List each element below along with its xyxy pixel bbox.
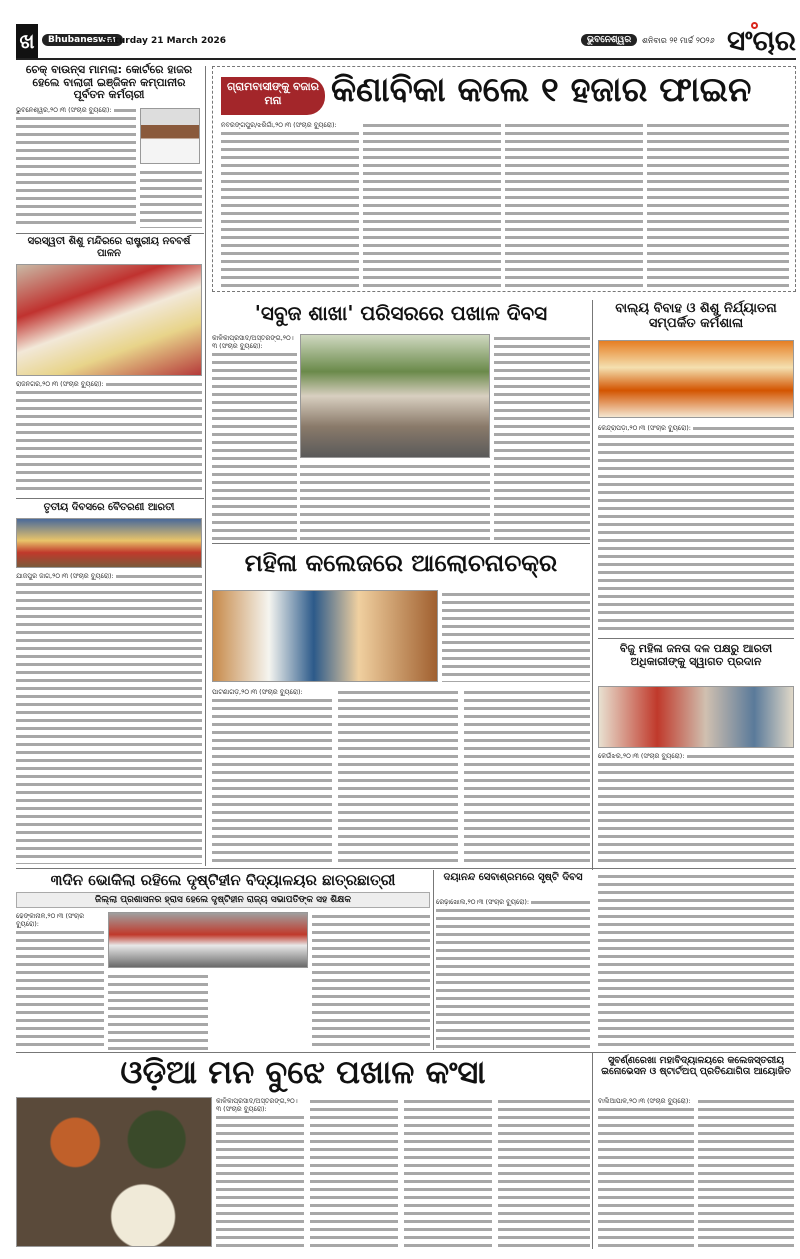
photo-students (108, 912, 308, 968)
date-en: Saturday 21 March 2026 (102, 36, 226, 46)
photo-school (16, 264, 202, 376)
dateline: ଯାଜପୁର ଜାଗ,୨୦।୩ (ସଂଚାର ବ୍ୟୁରୋ): (16, 572, 114, 580)
photo-seminar (212, 590, 438, 682)
headline-blind: ୩ଦିନ ଭୋକିଲା ରହିଲେ ଦୃଷ୍ଟିହୀନ ବିଦ୍ୟାଳୟର ଛାତ୍ରଛାତ୍ରୀ (50, 871, 396, 889)
headline-dayananda: ଦୟାନନ୍ଦ ସେବାଶ୍ରମରେ ସୃଷ୍ଟି ଦିବସ (443, 872, 583, 883)
dateline: ରାଜନଗର,୨୦।୩ (ସଂଚାର ବ୍ୟୁରୋ): (16, 380, 104, 388)
city-en: Bhubaneswar (42, 34, 123, 46)
city-or: ଭୁବନେଶ୍ୱର (581, 34, 637, 46)
date-or: ଶନିବାର ୨୧ ମାର୍ଚ୍ଚ ୨୦୨୬ (642, 36, 715, 45)
page-header (16, 24, 796, 60)
headline-fine: କିଣାବିକା କଲେ ୧ ହଜାର ଫାଇନ (331, 70, 752, 110)
headline-biju: ବିଜୁ ମହିଳା ଜନତା ଦଳ ପକ୍ଷରୁ ଆରତୀ ଅଧିକାରୀଙ୍କୁ ସ୍ୱାଗତ ପ୍ରଦାନ (619, 642, 773, 668)
photo-welcome (598, 686, 794, 748)
headline-mahila: ମହିଳା କଲେଜରେ ଆଲୋଚନାଚକ୍ର (244, 549, 558, 577)
dateline: ଭୁବନେଶ୍ୱର,୨୦।୩ (ସଂଚାର ବ୍ୟୁରୋ): (16, 106, 112, 114)
photo-food (16, 1097, 212, 1247)
headline-balya: ବାଲ୍ୟ ବିବାହ ଓ ଶିଶୁ ନିର୍ଯ୍ୟାତନା ସମ୍ପର୍କିତ କର୍ମଶାଳା (615, 301, 777, 331)
badge: ଗ୍ରାମବାସୀଙ୍କୁ ବଜାର ମନା (221, 77, 325, 115)
dateline: କେଉଁଝର,୨୦।୩ (ସଂଚାର ବ୍ୟୁରୋ): (598, 752, 685, 760)
dateline: ବାଲିଆପାଳ,୨୦।୩ (ସଂଚାର ବ୍ୟୁରୋ): (598, 1097, 694, 1105)
dateline: କାଳିକାପ୍ରସାଦ/ଅସ୍ତରଙ୍ଗ,୨୦।୩ (ସଂଚାର ବ୍ୟୁରୋ): (216, 1097, 304, 1113)
page-letter: ଖ (16, 24, 38, 58)
logo: ସଂଚାର (727, 24, 796, 57)
subhead-blind: ଜିଲ୍ଲା ପ୍ରଶାସନର ହ୍ରାସ ହେଲେ ଦୃଷ୍ଟିହୀନ ରାଜ୍ୟ ସଭାପତିଙ୍କ ସହ ଶିକ୍ଷକ (16, 892, 430, 908)
headline-sabuja: 'ସବୁଜ ଶାଖା' ପରିସରରେ ପଖାଳ ଦିବସ (254, 301, 548, 325)
logo-dot-icon (751, 22, 758, 29)
photo-aarti (16, 518, 202, 568)
dateline: କେନ୍ଦ୍ରାପଡ଼ା,୨୦।୩ (ସଂଚାର ବ୍ୟୁରୋ): (598, 424, 691, 432)
headline-subarna: ସୁବର୍ଣ୍ଣରେଖା ମହାବିଦ୍ୟାଳୟରେ କଲେଜସ୍ତରୀୟ ଇନୋଭେସନ ଓ ଷ୍ଟାର୍ଟଅପ୍ ପ୍ରତିଯୋଗିତା ଆୟୋଜିତ (601, 1055, 791, 1077)
lead-story (212, 66, 796, 292)
photo-pakhala-event (300, 334, 490, 458)
photo-workshop (598, 340, 794, 418)
photo-person (140, 108, 200, 164)
headline-cheque: ଚେକ୍ ବାଉନ୍ସ ମାମଲା: କୋର୍ଟରେ ହାଜର ହେଲେ ବାଲାଜୀ ଇଞ୍ଜିକନ କମ୍ପାନୀର ପୂର୍ବତନ କର୍ମଚାରୀ (25, 63, 193, 102)
dateline: କାଳିକାପ୍ରସାଦ/ଅସ୍ତରଙ୍ଗ,୨୦।୩ (ସଂଚାର ବ୍ୟୁରୋ): (212, 334, 297, 350)
dateline: ଢେଙ୍କାନାଳ,୨୦।୩ (ସଂଚାର ବ୍ୟୁରୋ): (16, 912, 104, 928)
headline-baitarani: ତୃତୀୟ ଦିବସରେ ବୈତରଣୀ ଆରତୀ (43, 502, 175, 513)
dateline: ପାଟଣାଗଡ଼,୨୦।୩ (ସଂଚାର ବ୍ୟୁରୋ): (212, 688, 332, 696)
dateline: ନବରଙ୍ଗପୁର/ଝରିଗାଁ,୨୦।୩ (ସଂଚାର ବ୍ୟୁରୋ): (221, 121, 359, 129)
dateline: ରେଢ଼ାଖୋଲ,୨୦।୩ (ସଂଚାର ବ୍ୟୁରୋ): (436, 898, 530, 906)
headline-pakhala: ଓଡ଼ିଆ ମନ ବୁଝେ ପଖାଳ କଂସା (120, 1053, 486, 1091)
headline-saraswati: ସରସ୍ୱତୀ ଶିଶୁ ମନ୍ଦିରରେ ରାଷ୍ଟ୍ରୀୟ ନବବର୍ଷ ପାଳନ (27, 236, 191, 259)
